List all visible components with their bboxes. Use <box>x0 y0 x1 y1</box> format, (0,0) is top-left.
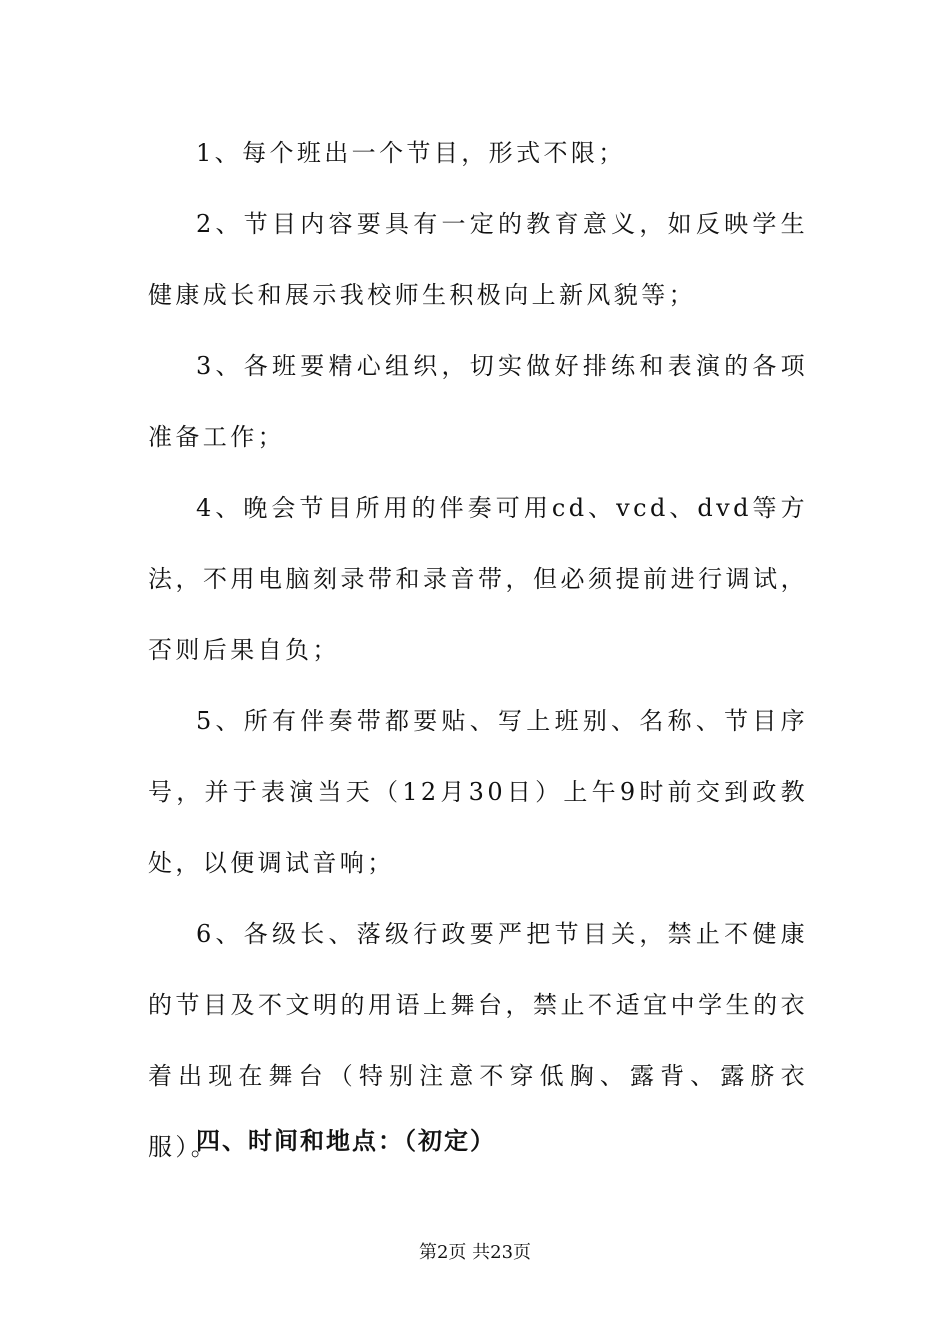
page-footer: 第2页 共23页 <box>418 1242 532 1263</box>
section-heading: 四、时间和地点：（初定） <box>196 1127 496 1155</box>
list-item-5: 5、所有伴奏带都要贴、写上班别、名称、节目序号，并于表演当天（12月30日）上午9时前交到政教处，以便调试音响； <box>148 707 808 877</box>
list-item-3: 3、各班要精心组织，切实做好排练和表演的各项准备工作； <box>148 352 808 451</box>
list-item-6: 6、各级长、落级行政要严把节目关，禁止不健康的节目及不文明的用语上舞台，禁止不适宜中学生的衣着出现在舞台（特别注意不穿低胸、露背、露脐衣服）。 <box>148 920 808 1161</box>
list-item-1: 1、每个班出一个节目，形式不限； <box>196 139 626 167</box>
list-item-4: 4、晚会节目所用的伴奏可用cd、vcd、dvd等方法，不用电脑刻录带和录音带，但必须提前进行调试，否则后果自负； <box>148 494 808 664</box>
list-item-2: 2、节目内容要具有一定的教育意义，如反映学生健康成长和展示我校师生积极向上新风貌等； <box>148 210 808 309</box>
